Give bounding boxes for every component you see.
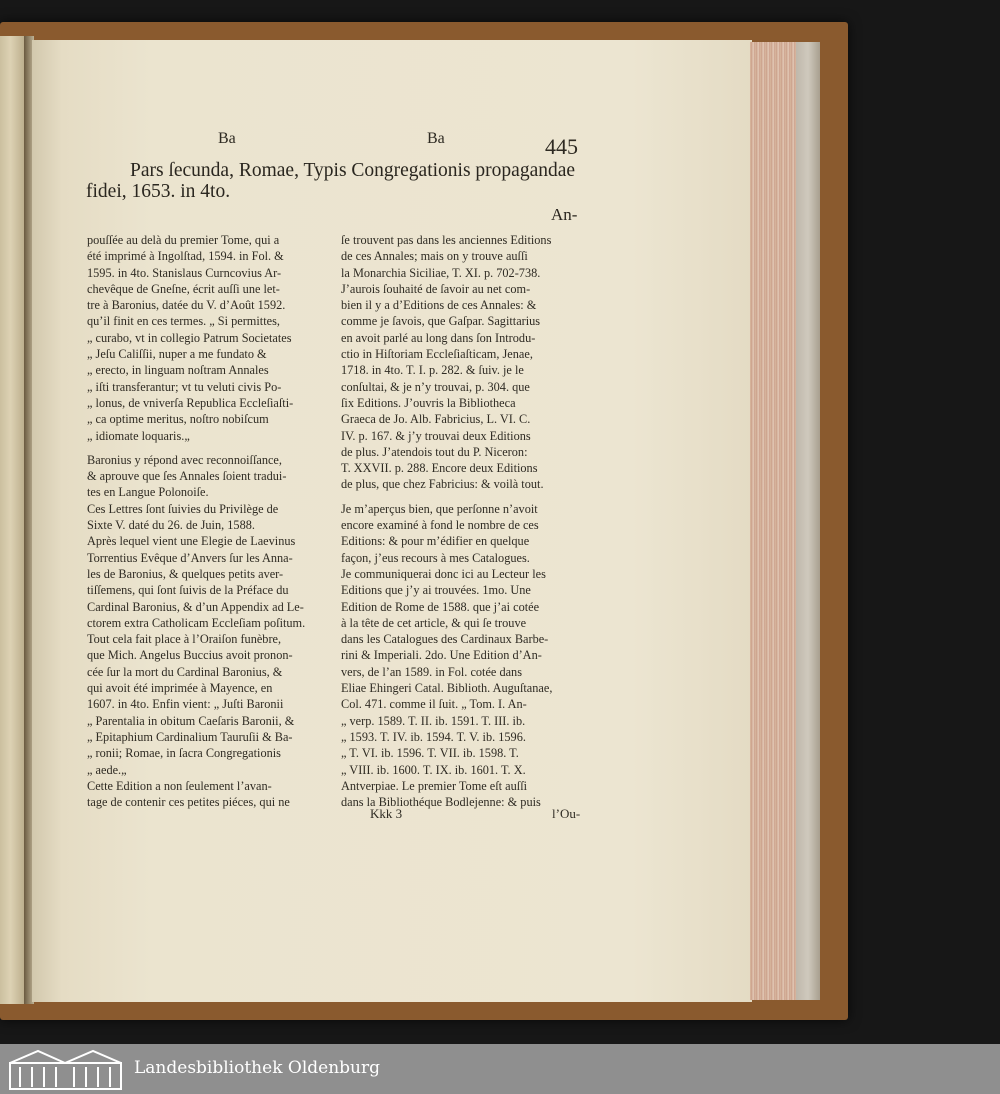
text-line: Antverpiae. Le premier Tome eſt auſſi bbox=[341, 778, 528, 793]
text-line: Cette Edition a non ſeulement l’avan- bbox=[87, 778, 272, 793]
paragraph-gap bbox=[87, 444, 331, 452]
text-line: & aprouve que ſes Annales ſoient tradui- bbox=[87, 469, 287, 484]
text-line: „ T. VI. ib. 1596. T. VII. ib. 1598. T. bbox=[341, 746, 519, 761]
text-line: tre à Baronius, datée du V. d’Août 1592. bbox=[87, 298, 286, 313]
page-edges-shadow bbox=[796, 42, 820, 1000]
signature-mark: Kkk 3 bbox=[370, 806, 403, 821]
text-line: tes en Langue Polonoiſe. bbox=[87, 485, 209, 500]
text-line: cée ſur la mort du Cardinal Baronius, & bbox=[87, 664, 283, 679]
text-line: bien il y a d’Editions de ces Annales: & bbox=[341, 298, 537, 313]
text-line: Ces Lettres ſont ſuivies du Privilège de bbox=[87, 501, 279, 516]
text-line: de ces Annales; mais on y trouve auſſi bbox=[341, 249, 528, 264]
text-line: „ verp. 1589. T. II. ib. 1591. T. III. ib. bbox=[341, 713, 526, 728]
text-line: conſultai, & je n’y trouvai, p. 304. que bbox=[341, 379, 530, 394]
text-line: „ idiomate loquaris.„ bbox=[87, 428, 190, 443]
section-heading bbox=[86, 160, 582, 202]
running-head-left: Ba bbox=[218, 130, 236, 147]
left-text-column bbox=[87, 232, 331, 810]
text-line: T. XXVII. p. 288. Encore deux Editions bbox=[341, 461, 538, 476]
text-line: de plus, que chez Fabricius: & voilà tout. bbox=[341, 477, 544, 492]
text-line: Après lequel vient une Elegie de Laevinus bbox=[87, 534, 296, 549]
text-line: façon, j’eus recours à mes Catalogues. bbox=[341, 550, 530, 565]
text-line: ctio in Hiſtoriam Eccleſiaſticam, Jenae, bbox=[341, 347, 533, 362]
text-line: les de Baronius, & quelques petits aver- bbox=[87, 566, 284, 581]
text-line: comme je ſavois, que Gaſpar. Sagittarius bbox=[341, 314, 541, 329]
text-line: Baronius y répond avec reconnoiſſance, bbox=[87, 452, 282, 467]
text-line: „ iſti transferantur; vt tu veluti civis Po- bbox=[87, 379, 282, 394]
text-line: vers, de l’an 1589. in Fol. cotée dans bbox=[341, 664, 522, 679]
text-line: „ Parentalia in obitum Caeſaris Baronii, & bbox=[87, 713, 295, 728]
right-text-column bbox=[341, 232, 585, 810]
catchword-bottom: l’Ou- bbox=[552, 806, 581, 821]
text-line: „ curabo, vt in collegio Patrum Societates bbox=[87, 330, 292, 345]
text-line: Editions: & pour m’édifier en quelque bbox=[341, 534, 530, 549]
text-line: ctorem extra Catholicam Eccleſiam poſitum. bbox=[87, 615, 306, 630]
text-line: en avoit parlé au long dans ſon Introdu- bbox=[341, 330, 536, 345]
text-line: dans la Bibliothéque Bodlejenne: & puis bbox=[341, 795, 541, 810]
text-line: J’aurois ſouhaité de ſavoir au net com- bbox=[341, 281, 531, 296]
text-line: Editions que j’y ai trouvées. 1mo. Une bbox=[341, 583, 531, 598]
text-line: Graeca de Jo. Alb. Fabricius, L. VI. C. bbox=[341, 412, 531, 427]
text-line: 1718. in 4to. T. I. p. 282. & ſuiv. je le bbox=[341, 363, 524, 378]
text-line: qui avoit été imprimée à Mayence, en bbox=[87, 681, 273, 696]
library-name: Landesbibliothek Oldenburg bbox=[134, 1058, 381, 1078]
text-line: encore examiné à fond le nombre de ces bbox=[341, 518, 539, 533]
catchword-top: An- bbox=[551, 205, 578, 224]
text-line: „ 1593. T. IV. ib. 1594. T. V. ib. 1596. bbox=[341, 729, 526, 744]
heading-line: Pars ſecunda, Romae, Typis Congregationis propagandae bbox=[130, 160, 576, 181]
text-line: tiſſemens, qui ſont ſuivis de la Préface du bbox=[87, 583, 289, 598]
text-line: „ aede.„ bbox=[87, 762, 127, 777]
text-line: Sixte V. daté du 26. de Juin, 1588. bbox=[87, 518, 255, 533]
text-line: Je communiquerai donc ici au Lecteur les bbox=[341, 566, 546, 581]
library-building-icon bbox=[8, 1047, 123, 1091]
text-line: Col. 471. comme il ſuit. „ Tom. I. An- bbox=[341, 697, 527, 712]
text-line: „ ronii; Romae, in ſacra Congregationis bbox=[87, 746, 281, 761]
text-line: Je m’aperçus bien, que perſonne n’avoit bbox=[341, 501, 538, 516]
text-line: Eliae Ehingeri Catal. Biblioth. Auguſtanae, bbox=[341, 681, 553, 696]
text-line: 1607. in 4to. Enfin vient: „ Juſti Baronii bbox=[87, 697, 284, 712]
paragraph-gap bbox=[341, 493, 585, 501]
text-line: qu’il finit en ces termes. „ Si permittes, bbox=[87, 314, 280, 329]
text-line: „ ca optime meritus, noſtro nobiſcum bbox=[87, 412, 269, 427]
footer-bar bbox=[0, 1044, 1000, 1094]
text-line: Tout cela fait place à l’Oraiſon funèbre, bbox=[87, 632, 282, 647]
text-line: 1595. in 4to. Stanislaus Curncovius Ar- bbox=[87, 265, 282, 280]
text-line: Cardinal Baronius, & d’un Appendix ad Le- bbox=[87, 599, 304, 614]
text-line: ſix Editions. J’ouvris la Bibliotheca bbox=[341, 395, 516, 410]
text-line: à la tête de cet article, & qui ſe trouve bbox=[341, 615, 527, 630]
running-head-center: Ba bbox=[427, 130, 445, 147]
page-edges bbox=[750, 42, 796, 1000]
text-line: que Mich. Angelus Buccius avoit pronon- bbox=[87, 648, 293, 663]
text-line: „ Epitaphium Cardinalium Tauruſii & Ba- bbox=[87, 729, 293, 744]
text-line: Torrentius Evêque d’Anvers ſur les Anna- bbox=[87, 550, 293, 565]
text-line: „ Jeſu Caliſſii, nuper a me fundato & bbox=[87, 347, 267, 362]
text-line: tage de contenir ces petites piéces, qui ne bbox=[87, 795, 290, 810]
text-line: dans les Catalogues des Cardinaux Barbe- bbox=[341, 632, 549, 647]
text-line: IV. p. 167. & j’y trouvai deux Editions bbox=[341, 428, 531, 443]
text-line: de plus. J’atendois tout du P. Niceron: bbox=[341, 444, 528, 459]
heading-line: fidei, 1653. in 4to. bbox=[86, 181, 231, 202]
text-line: rini & Imperiali. 2do. Une Edition d’An- bbox=[341, 648, 542, 663]
text-line: „ lonus, de vniverſa Republica Eccleſiaſti- bbox=[87, 395, 294, 410]
left-page-edge bbox=[0, 36, 26, 1004]
page-number: 445 bbox=[545, 134, 578, 159]
text-line: ſe trouvent pas dans les anciennes Editions bbox=[341, 233, 552, 247]
text-line: „ erecto, in linguam noſtram Annales bbox=[87, 363, 269, 378]
text-line: la Monarchia Siciliae, T. XI. p. 702-738. bbox=[341, 265, 541, 280]
text-line: „ VIII. ib. 1600. T. IX. ib. 1601. T. X. bbox=[341, 762, 526, 777]
text-line: Edition de Rome de 1588. que j’ai cotée bbox=[341, 599, 540, 614]
text-line: chevêque de Gneſne, écrit auſſi une let- bbox=[87, 281, 280, 296]
text-line: pouſſée au delà du premier Tome, qui a bbox=[87, 233, 280, 247]
text-line: été imprimé à Ingolſtad, 1594. in Fol. & bbox=[87, 249, 284, 264]
